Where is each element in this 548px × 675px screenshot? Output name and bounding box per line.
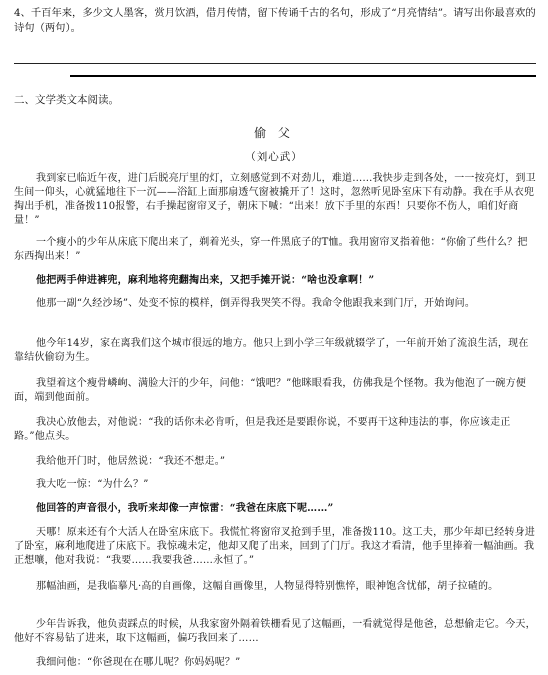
paragraph-10: 他回答的声音很小，我听来却像一声惊雷：“我爸在床底下呢……” <box>36 503 334 514</box>
answer-line-2 <box>70 75 536 77</box>
paragraph-8: 我给他开门时，他居然说：“我还不想走。” <box>36 456 226 467</box>
story-author: （刘心武） <box>245 151 303 163</box>
paragraph-1: 我到家已临近午夜，进门后脱亮厅里的灯，立刻感觉到不对劲儿，难道……我快步走到各处，一一按亮灯，到卫生间一仰头，心就猛地往下一沉——浴缸上面那扇透气窗被撬开了！这时，忽然听见卧室床下有动静。我在手从衣兜掏出手机，准备拨110报警，右手操起窗帘叉子，朝床下喊：“出来！放下手里的东西！只要你不伤人，咱们好商量！” <box>14 173 536 226</box>
paragraph-2: 一个瘦小的少年从床底下爬出来了，剃着光头，穿一件黑底子的T恤。我用窗帘叉指着他：“你偷了些什么？把东西掏出来！” <box>14 237 528 262</box>
paragraph-14: 我细问他：“你爸现在在哪儿呢？你妈妈呢？” <box>36 657 241 668</box>
paragraph-5: 他今年14岁，家在离我们这个城市很远的地方。他只上到小学三年级就辍学了，一年前开始了流浪生活，现在靠结伙偷窃为生。 <box>14 338 529 363</box>
story-title: 偷 父 <box>254 126 294 140</box>
paragraph-3: 他把两手伸进裤兜，麻利地将兜翻掏出来，又把手摊开说：“啥也没拿啊！” <box>36 275 375 286</box>
question-4: 4、千百年来，多少文人墨客，赏月饮酒，借月传情，留下传诵千古的名句，形成了“月亮情结”。请写出你最喜欢的诗句（两句）。 <box>14 7 536 34</box>
paragraph-11: 天哪！原来还有个大活人在卧室床底下。我慌忙将窗帘叉抢到手里，准备拨110。这工夫，那少年却已经转身进了卧室，麻利地爬进了床底下。我惊魂未定，他却又爬了出来，回到了门厅。我这才看清，他手里捧着一幅油画。我正想嚷，他对我说：“我要……我要我爸……永恒了。” <box>14 527 536 566</box>
section-heading: 二、文学类文本阅读。 <box>14 94 119 106</box>
paragraph-4: 他那一副“久经沙场”、处变不惊的模样，倒弄得我哭笑不得。我命令他跟我来到门厅，开始询问。 <box>36 298 476 309</box>
paragraph-7: 我决心放他去，对他说：“我的话你未必肯听，但是我还是要跟你说，不要再干这种违法的事，你应该走正路。”他点头。 <box>14 417 511 442</box>
paragraph-12: 那幅油画，是我临摹凡·高的自画像，这幅自画像里，人物显得特别憔悴，眼神饱含忧郁，胡子拉碴的。 <box>36 581 499 592</box>
paragraph-13: 少年告诉我，他负责踩点的时候，从我家窗外隔着铁栅看见了这幅画，一看就觉得是他爸，总想偷走它。今天，他好不容易钻了进来，取下这幅画，偏巧我回来了…… <box>14 619 536 644</box>
answer-line-1 <box>14 63 536 64</box>
paragraph-6: 我望着这个瘦骨嶙峋、满脸大汗的少年，问他：“饿吧？”他眯眼看我，仿佛我是个怪物。我为他泡了一碗方便面，端到他面前。 <box>14 378 527 403</box>
paragraph-9: 我大吃一惊：“为什么？” <box>36 479 149 490</box>
